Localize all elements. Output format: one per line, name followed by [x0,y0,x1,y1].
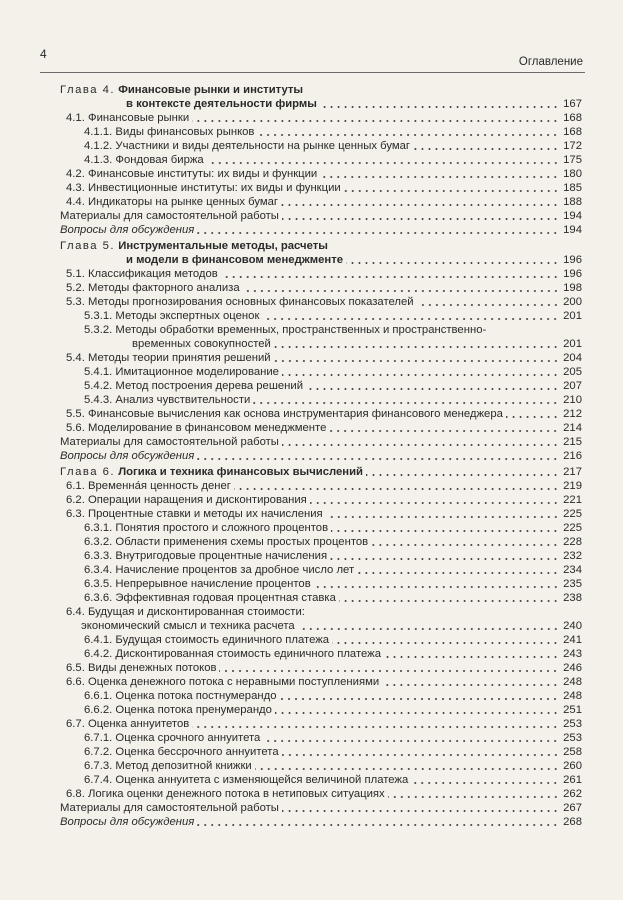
toc-title-text: 6.7.2. Оценка бессрочного аннуитета [84,746,279,758]
toc-title-text: 5.3.2. Методы обработки временных, пространственных и пространственно- [84,324,487,336]
toc-entry-row [60,281,582,295]
toc-entry-row [60,507,582,521]
toc-title-text: 5.1. Классификация методов [66,268,218,280]
toc-entry-row [60,689,582,703]
toc-entry-row [60,633,582,647]
toc-page-number: 167 [563,98,582,110]
toc-entry-row [60,605,582,619]
toc-page-number: 234 [563,564,582,576]
dot-leader [320,97,559,111]
toc-entry-title [60,97,317,111]
toc-title-text: 6.3. Процентные ставки и методы их начисления [66,508,323,520]
toc-page-number: 210 [563,394,582,406]
toc-page-number: 201 [563,310,582,322]
toc-title-text: 6.3.5. Непрерывное начисление процентов [84,578,311,590]
toc-title-text: 5.6. Моделирование в финансовом менеджменте [66,422,327,434]
toc-page-number: 198 [563,282,582,294]
toc-page-number: 216 [563,450,582,462]
toc-entry-title [60,773,408,787]
toc-page-number: 172 [563,140,582,152]
toc-entry-row [60,703,582,717]
toc-entry-title [60,393,250,407]
toc-page-number: 240 [563,620,582,632]
toc-entry-title [60,717,189,731]
toc-entry-row [60,773,582,787]
toc-title-text: 6.3.3. Внутригодовые процентные начисления [84,550,328,562]
toc-entry-title [60,209,279,223]
dot-leader [197,223,559,237]
toc-entry-title [60,689,276,703]
dot-leader [197,815,559,829]
dot-leader [320,167,559,181]
header-rule [40,72,585,73]
toc-title-text: 6.3.6. Эффективная годовая процентная ставка [84,592,336,604]
toc-entry-row [60,675,582,689]
toc-entry-row [60,337,582,351]
dot-leader [274,337,559,351]
toc-entry-row [60,661,582,675]
dot-leader [388,787,559,801]
toc-page-number: 214 [563,422,582,434]
toc-title-text: Материалы для самостоятельной работы [60,436,279,448]
dot-leader [329,421,559,435]
toc-page-number: 194 [563,224,582,236]
toc-title-text: 6.2. Операции наращения и дисконтирования [66,494,307,506]
toc-page-number: 248 [563,676,582,688]
dot-leader [279,689,559,703]
toc-title-text: 6.6.1. Оценка потока постнумерандо [84,690,277,702]
toc-page-number: 221 [563,494,582,506]
toc-page-number: 262 [563,788,582,800]
toc-entry-title [60,493,307,507]
dot-leader [274,351,559,365]
dot-leader [413,139,559,153]
toc-entry-title [60,309,259,323]
dot-leader [357,563,559,577]
toc-entry-title [60,731,260,745]
toc-entry-row [60,209,582,223]
chapter-label: Глава 6. [60,466,116,478]
toc-title-text: 6.6. Оценка денежного потока с неравными поступлениями [66,676,380,688]
toc-title-text: 6.4. Будущая и дисконтированная стоимости: [66,606,305,618]
toc-entry-title [60,449,194,463]
toc-entry-row [60,111,582,125]
toc-entry-row [60,435,582,449]
toc-page-number: 225 [563,522,582,534]
toc-title-text: 5.3.1. Методы экспертных оценок [84,310,260,322]
toc-entry-title [60,521,328,535]
toc-entry-title [60,337,271,351]
toc-title-text: Материалы для самостоятельной работы [60,802,279,814]
toc-entry-title [60,281,240,295]
dot-leader [344,181,559,195]
dot-leader [298,619,559,633]
toc-entry-title [60,295,414,309]
dot-leader [282,435,559,449]
toc-entry-title [60,323,486,337]
toc-entry-title [60,619,295,633]
toc-title-text: 6.5. Виды денежных потоков [66,662,217,674]
toc-entry-title [60,407,503,421]
toc-page-number: 175 [563,154,582,166]
toc-title-text: 6.4.2. Дисконтированная стоимость единичного платежа [84,648,381,660]
toc-entry-row [60,267,582,281]
dot-leader [384,647,559,661]
toc-page-number: 219 [563,480,582,492]
toc-entry-row [60,647,582,661]
toc-page-number: 243 [563,648,582,660]
toc-entry-row [60,717,582,731]
toc-page-number: 235 [563,578,582,590]
toc-entry-title [60,139,410,153]
toc-entry-row [60,153,582,167]
toc-title-text: 5.3. Методы прогнозирования основных финансовых показателей [66,296,414,308]
toc-page-number: 228 [563,536,582,548]
toc-entry-title [60,507,323,521]
dot-leader [371,535,559,549]
dot-leader [219,661,559,675]
toc-title-text: 6.4.1. Будущая стоимость единичного платежа [84,634,330,646]
toc-title-text: 6.7.4. Оценка аннуитета с изменяющейся величиной платежа [84,774,409,786]
toc-entry-title [60,83,303,97]
toc-entry-row [60,801,582,815]
dot-leader [332,633,559,647]
dot-leader [339,591,559,605]
dot-leader [262,309,559,323]
toc-page-number: 204 [563,352,582,364]
toc-title-text: Вопросы для обсуждения [60,450,195,462]
toc-chapter-row [60,465,582,479]
toc-title-text: Логика и техника финансовых вычислений [118,466,364,478]
toc-title-text: 4.1.1. Виды финансовых рынков [84,126,255,138]
toc-entry-title [60,195,278,209]
toc-entry-row [60,393,582,407]
toc-entry-title [60,421,326,435]
toc-entry-row [60,759,582,773]
toc-entry-title [60,549,327,563]
toc-entry-row [60,493,582,507]
toc-page-number: 185 [563,182,582,194]
toc-entry-title [60,745,279,759]
toc-entry-row [60,295,582,309]
dot-leader [255,759,559,773]
toc-title-text: 6.1. Временна́я ценность денег [66,480,231,492]
toc-title-text: Материалы для самостоятельной работы [60,210,279,222]
toc-title-text: 5.4. Методы теории принятия решений [66,352,271,364]
toc-entry-row [60,351,582,365]
toc-title-text: Финансовые рынки и институты [118,84,304,96]
toc-entry-title [60,815,194,829]
running-title: Оглавление [518,56,583,68]
dot-leader [282,365,559,379]
toc-page-number: 188 [563,196,582,208]
toc-entry-title [60,605,305,619]
toc-title-text: в контексте деятельности фирмы [126,98,317,110]
dot-leader [192,111,559,125]
toc-chapter-row [60,83,582,97]
toc-page-number: 201 [563,338,582,350]
dot-leader [506,407,559,421]
dot-leader [221,267,559,281]
toc-entry-row [60,379,582,393]
toc-entry-title [60,111,189,125]
toc-entry-row [60,479,582,493]
toc-entry-title [60,435,279,449]
toc-entry-title [60,535,368,549]
toc-chapter-row [60,253,582,267]
dot-leader [197,449,559,463]
toc-entry-row [60,745,582,759]
toc-entry-title [60,661,216,675]
toc-entry-row [60,223,582,237]
toc-entry-row [60,815,582,829]
toc-entry-row [60,365,582,379]
toc-entry-row [60,731,582,745]
dot-leader [330,549,559,563]
dot-leader [275,703,559,717]
toc-entry-title [60,351,271,365]
toc-page-number: 238 [563,592,582,604]
dot-leader [282,801,559,815]
toc-entry-title [60,479,231,493]
toc-entry-title [60,675,379,689]
toc-title-text: 6.3.2. Области применения схемы простых процентов [84,536,369,548]
dot-leader [281,195,559,209]
toc-entry-row [60,591,582,605]
toc-entry-row [60,323,582,337]
toc-page-number: 225 [563,508,582,520]
toc-entry-title [60,801,279,815]
toc-title-text: 6.7.3. Метод депозитной книжки [84,760,252,772]
dot-leader [366,465,559,479]
toc-title-text: экономический смысл и техника расчета [81,620,295,632]
toc-entry-row [60,619,582,633]
toc-entry-row [60,167,582,181]
toc-entry-title [60,563,354,577]
toc-page-number: 180 [563,168,582,180]
toc-entry-title [60,465,363,479]
toc-entry-title [60,647,381,661]
toc-page-number: 232 [563,550,582,562]
toc-page-number: 168 [563,126,582,138]
toc-title-text: 4.1. Финансовые рынки [66,112,190,124]
toc-page-number: 196 [563,268,582,280]
toc-chapter-row [60,97,582,111]
toc-entry-row [60,407,582,421]
toc-page-number: 261 [563,774,582,786]
dot-leader [314,577,559,591]
toc-title-text: 5.5. Финансовые вычисления как основа инструментария финансового менеджера [66,408,503,420]
dot-leader [417,295,559,309]
toc-title-text: 5.2. Методы факторного анализа [66,282,240,294]
toc-entry-row [60,421,582,435]
dot-leader [257,125,559,139]
toc-entry-row [60,181,582,195]
chapter-label: Глава 5. [60,240,116,252]
toc-entry-title [60,703,272,717]
toc-page-number: 248 [563,690,582,702]
toc-entry-title [60,267,218,281]
toc-page-number: 251 [563,704,582,716]
toc-title-text: 6.8. Логика оценки денежного потока в нетиповых ситуациях [66,788,385,800]
toc-title-text: Вопросы для обсуждения [60,224,195,236]
toc-page-number: 168 [563,112,582,124]
toc-entry-title [60,787,385,801]
toc-entry-title [60,577,311,591]
toc-title-text: 6.3.4. Начисление процентов за дробное число лет [84,564,355,576]
toc-title-text: Вопросы для обсуждения [60,816,195,828]
toc-title-text: 6.7.1. Оценка срочного аннуитета [84,732,261,744]
dot-leader [411,773,559,787]
toc-title-text: 6.6.2. Оценка потока пренумерандо [84,704,272,716]
toc-title-text: 4.1.2. Участники и виды деятельности на рынке ценных бумаг [84,140,411,152]
toc-entry-title [60,239,328,253]
dot-leader [310,493,559,507]
toc-title-text: 6.3.1. Понятия простого и сложного процентов [84,522,329,534]
toc-entry-title [60,759,252,773]
toc-entry-title [60,181,341,195]
toc-page-number: 268 [563,816,582,828]
toc-title-text: Инструментальные методы, расчеты [118,240,328,252]
page-number: 4 [40,47,47,61]
toc-title-text: 6.7. Оценка аннуитетов [66,718,190,730]
toc-page-number: 200 [563,296,582,308]
toc-entry-title [60,253,343,267]
toc-entry-title [60,379,303,393]
toc-page-number: 260 [563,760,582,772]
toc-entry-row [60,577,582,591]
dot-leader [346,253,559,267]
toc-entry-row [60,125,582,139]
toc-page-number: 253 [563,718,582,730]
toc-entry-row [60,195,582,209]
toc-entry-title [60,633,329,647]
dot-leader [382,675,559,689]
toc-entry-row [60,309,582,323]
dot-leader [282,209,559,223]
toc-page-number: 253 [563,732,582,744]
dot-leader [234,479,559,493]
dot-leader [243,281,559,295]
toc-page-number: 246 [563,662,582,674]
toc-entry-row [60,563,582,577]
toc-page-number: 207 [563,380,582,392]
toc-entry-title [60,167,317,181]
toc-title-text: и модели в финансовом менеджменте [126,254,344,266]
dot-leader [282,745,559,759]
toc-title-text: 5.4.2. Метод построения дерева решений [84,380,304,392]
dot-leader [331,521,559,535]
toc-entry-row [60,549,582,563]
toc-entry-title [60,591,336,605]
chapter-label: Глава 4. [60,84,116,96]
table-of-contents [60,83,582,829]
toc-title-text: 5.4.1. Имитационное моделирование [84,366,279,378]
toc-entry-title [60,365,279,379]
toc-page-number: 258 [563,746,582,758]
toc-entry-title [60,223,194,237]
toc-page-number: 196 [563,254,582,266]
toc-title-text: 4.1.3. Фондовая биржа [84,154,204,166]
toc-title-text: 4.3. Инвестиционные институты: их виды и функции [66,182,341,194]
toc-entry-row [60,787,582,801]
dot-leader [326,507,559,521]
dot-leader [253,393,559,407]
toc-title-text: временных совокупностей [132,338,271,350]
toc-page-number: 212 [563,408,582,420]
toc-page-number: 217 [563,466,582,478]
toc-title-text: 4.2. Финансовые институты: их виды и функции [66,168,318,180]
dot-leader [192,717,559,731]
toc-entry-row [60,139,582,153]
toc-entry-row [60,521,582,535]
dot-leader [306,379,559,393]
toc-entry-title [60,153,204,167]
toc-page-number: 215 [563,436,582,448]
toc-entry-title [60,125,254,139]
toc-chapter-row [60,239,582,253]
toc-page-number: 194 [563,210,582,222]
toc-page-number: 205 [563,366,582,378]
dot-leader [263,731,559,745]
dot-leader [207,153,559,167]
toc-page-number: 241 [563,634,582,646]
toc-page-number: 267 [563,802,582,814]
toc-entry-row [60,535,582,549]
toc-entry-row [60,449,582,463]
toc-title-text: 5.4.3. Анализ чувствительности [84,394,251,406]
toc-title-text: 4.4. Индикаторы на рынке ценных бумаг [66,196,279,208]
